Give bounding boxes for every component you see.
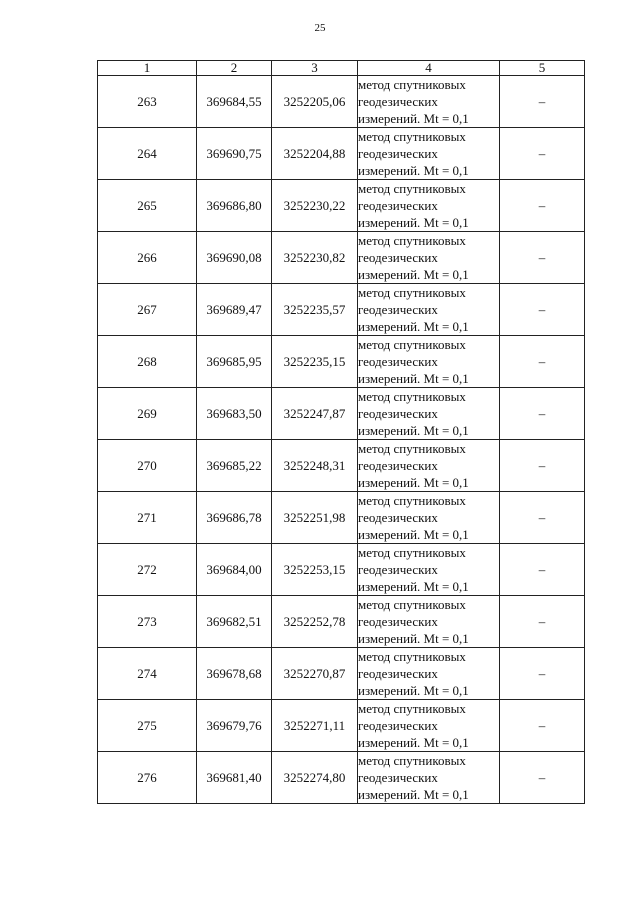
y-coordinate-cell: 3252230,82 bbox=[272, 232, 358, 284]
method-cell: метод спутниковых геодезических измерений. Mt = 0,1 bbox=[358, 180, 500, 232]
y-coordinate-cell: 3252235,57 bbox=[272, 284, 358, 336]
method-cell: метод спутниковых геодезических измерений. Mt = 0,1 bbox=[358, 388, 500, 440]
method-cell: метод спутниковых геодезических измерений. Mt = 0,1 bbox=[358, 284, 500, 336]
table-body bbox=[98, 76, 585, 804]
column-header: 3 bbox=[272, 61, 358, 76]
point-number-cell: 269 bbox=[98, 388, 197, 440]
column-header: 2 bbox=[197, 61, 272, 76]
x-coordinate-cell: 369685,95 bbox=[197, 336, 272, 388]
table-header-row bbox=[98, 61, 585, 76]
method-cell: метод спутниковых геодезических измерений. Mt = 0,1 bbox=[358, 648, 500, 700]
x-coordinate-cell: 369682,51 bbox=[197, 596, 272, 648]
y-coordinate-cell: 3252270,87 bbox=[272, 648, 358, 700]
point-number-cell: 270 bbox=[98, 440, 197, 492]
note-cell: – bbox=[500, 232, 585, 284]
table-row bbox=[98, 492, 585, 544]
y-coordinate-cell: 3252248,31 bbox=[272, 440, 358, 492]
y-coordinate-cell: 3252247,87 bbox=[272, 388, 358, 440]
point-number-cell: 276 bbox=[98, 752, 197, 804]
note-cell: – bbox=[500, 440, 585, 492]
x-coordinate-cell: 369684,55 bbox=[197, 76, 272, 128]
point-number-cell: 263 bbox=[98, 76, 197, 128]
note-cell: – bbox=[500, 700, 585, 752]
table-row bbox=[98, 752, 585, 804]
method-cell: метод спутниковых геодезических измерений. Mt = 0,1 bbox=[358, 492, 500, 544]
note-cell: – bbox=[500, 284, 585, 336]
note-cell: – bbox=[500, 336, 585, 388]
table-row bbox=[98, 544, 585, 596]
method-cell: метод спутниковых геодезических измерений. Mt = 0,1 bbox=[358, 440, 500, 492]
method-cell: метод спутниковых геодезических измерений. Mt = 0,1 bbox=[358, 700, 500, 752]
x-coordinate-cell: 369686,78 bbox=[197, 492, 272, 544]
point-number-cell: 268 bbox=[98, 336, 197, 388]
point-number-cell: 275 bbox=[98, 700, 197, 752]
point-number-cell: 271 bbox=[98, 492, 197, 544]
method-cell: метод спутниковых геодезических измерений. Mt = 0,1 bbox=[358, 128, 500, 180]
y-coordinate-cell: 3252204,88 bbox=[272, 128, 358, 180]
x-coordinate-cell: 369678,68 bbox=[197, 648, 272, 700]
table-row bbox=[98, 336, 585, 388]
note-cell: – bbox=[500, 76, 585, 128]
x-coordinate-cell: 369683,50 bbox=[197, 388, 272, 440]
point-number-cell: 265 bbox=[98, 180, 197, 232]
point-number-cell: 266 bbox=[98, 232, 197, 284]
coordinates-table bbox=[97, 60, 585, 804]
column-header: 5 bbox=[500, 61, 585, 76]
note-cell: – bbox=[500, 388, 585, 440]
note-cell: – bbox=[500, 492, 585, 544]
method-cell: метод спутниковых геодезических измерений. Mt = 0,1 bbox=[358, 544, 500, 596]
y-coordinate-cell: 3252251,98 bbox=[272, 492, 358, 544]
note-cell: – bbox=[500, 544, 585, 596]
table-row bbox=[98, 388, 585, 440]
table-row bbox=[98, 700, 585, 752]
note-cell: – bbox=[500, 128, 585, 180]
column-header: 4 bbox=[358, 61, 500, 76]
method-cell: метод спутниковых геодезических измерений. Mt = 0,1 bbox=[358, 76, 500, 128]
column-header: 1 bbox=[98, 61, 197, 76]
method-cell: метод спутниковых геодезических измерений. Mt = 0,1 bbox=[358, 232, 500, 284]
table-row bbox=[98, 284, 585, 336]
point-number-cell: 273 bbox=[98, 596, 197, 648]
y-coordinate-cell: 3252271,11 bbox=[272, 700, 358, 752]
y-coordinate-cell: 3252253,15 bbox=[272, 544, 358, 596]
table-row bbox=[98, 128, 585, 180]
note-cell: – bbox=[500, 648, 585, 700]
point-number-cell: 267 bbox=[98, 284, 197, 336]
y-coordinate-cell: 3252235,15 bbox=[272, 336, 358, 388]
x-coordinate-cell: 369685,22 bbox=[197, 440, 272, 492]
method-cell: метод спутниковых геодезических измерений. Mt = 0,1 bbox=[358, 752, 500, 804]
note-cell: – bbox=[500, 752, 585, 804]
table-row bbox=[98, 180, 585, 232]
x-coordinate-cell: 369684,00 bbox=[197, 544, 272, 596]
y-coordinate-cell: 3252252,78 bbox=[272, 596, 358, 648]
y-coordinate-cell: 3252274,80 bbox=[272, 752, 358, 804]
x-coordinate-cell: 369686,80 bbox=[197, 180, 272, 232]
table-row bbox=[98, 76, 585, 128]
table-row bbox=[98, 232, 585, 284]
page-number: 25 bbox=[314, 22, 326, 34]
x-coordinate-cell: 369681,40 bbox=[197, 752, 272, 804]
y-coordinate-cell: 3252205,06 bbox=[272, 76, 358, 128]
method-cell: метод спутниковых геодезических измерений. Mt = 0,1 bbox=[358, 336, 500, 388]
method-cell: метод спутниковых геодезических измерений. Mt = 0,1 bbox=[358, 596, 500, 648]
point-number-cell: 272 bbox=[98, 544, 197, 596]
point-number-cell: 274 bbox=[98, 648, 197, 700]
table-row bbox=[98, 596, 585, 648]
x-coordinate-cell: 369690,08 bbox=[197, 232, 272, 284]
y-coordinate-cell: 3252230,22 bbox=[272, 180, 358, 232]
x-coordinate-cell: 369679,76 bbox=[197, 700, 272, 752]
table-row bbox=[98, 648, 585, 700]
note-cell: – bbox=[500, 180, 585, 232]
x-coordinate-cell: 369689,47 bbox=[197, 284, 272, 336]
table-row bbox=[98, 440, 585, 492]
point-number-cell: 264 bbox=[98, 128, 197, 180]
note-cell: – bbox=[500, 596, 585, 648]
x-coordinate-cell: 369690,75 bbox=[197, 128, 272, 180]
